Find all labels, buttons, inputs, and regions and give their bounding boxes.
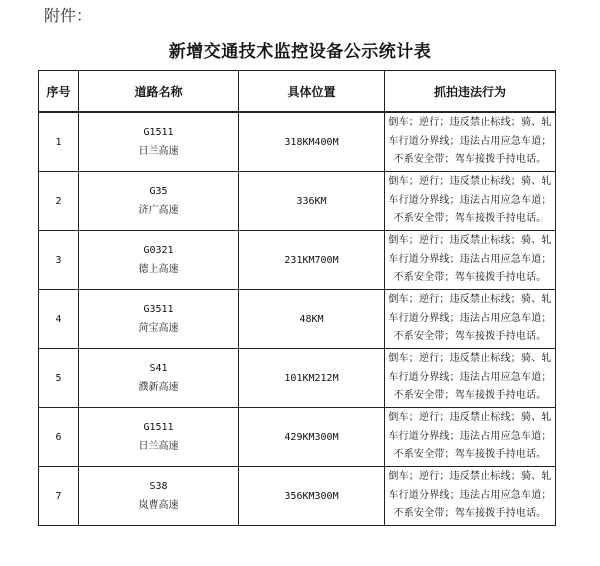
behavior-line: 车行道分界线；违法占用应急车道； — [388, 312, 552, 324]
behavior-line: 车行道分界线；违法占用应急车道； — [388, 489, 552, 501]
behavior-cell — [385, 112, 556, 172]
road-cell — [79, 231, 239, 290]
road-name: 德上高速 — [138, 264, 179, 275]
row-index: 1 — [39, 112, 79, 172]
location-cell: 231KM700M — [239, 231, 385, 290]
road-code: S41 — [149, 363, 168, 374]
row-index: 7 — [39, 467, 79, 526]
road-cell — [79, 172, 239, 231]
behavior-cell — [385, 231, 556, 290]
road-cell — [79, 349, 239, 408]
behavior-cell — [385, 349, 556, 408]
table-row — [39, 172, 556, 231]
behavior-line: 不系安全带；驾车接拨手持电话。 — [393, 154, 547, 166]
header-location: 具体位置 — [239, 71, 385, 113]
behavior-cell — [385, 408, 556, 467]
table-row — [39, 467, 556, 526]
behavior-line: 不系安全带；驾车接拨手持电话。 — [393, 449, 547, 461]
road-cell — [79, 112, 239, 172]
row-index: 5 — [39, 349, 79, 408]
location-cell: 318KM400M — [239, 112, 385, 172]
location-cell: 429KM300M — [239, 408, 385, 467]
table-row — [39, 112, 556, 172]
road-code: G3511 — [143, 304, 174, 315]
table-row — [39, 408, 556, 467]
behavior-line: 倒车；逆行；违反禁止标线；骑、轧 — [388, 471, 552, 483]
behavior-line: 不系安全带；驾车接拨手持电话。 — [393, 331, 547, 343]
behavior-line: 不系安全带；驾车接拨手持电话。 — [393, 390, 547, 402]
behavior-line: 不系安全带；驾车接拨手持电话。 — [393, 213, 547, 225]
behavior-line: 倒车；逆行；违反禁止标线；骑、轧 — [388, 294, 552, 306]
table-header — [39, 71, 556, 113]
behavior-line: 车行道分界线；违法占用应急车道； — [388, 430, 552, 442]
attachment-label: 附件： — [44, 6, 93, 25]
behavior-line: 倒车；逆行；违反禁止标线；骑、轧 — [388, 176, 552, 188]
header-row — [39, 71, 556, 113]
road-name: 岚曹高速 — [138, 500, 179, 511]
behavior-line: 车行道分界线；违法占用应急车道； — [388, 253, 552, 265]
road-code: G0321 — [143, 245, 174, 256]
table-row — [39, 290, 556, 349]
header-index: 序号 — [39, 71, 79, 113]
row-index: 4 — [39, 290, 79, 349]
behavior-cell — [385, 467, 556, 526]
behavior-line: 车行道分界线；违法占用应急车道； — [388, 371, 552, 383]
behavior-line: 车行道分界线；违法占用应急车道； — [388, 135, 552, 147]
location-cell: 48KM — [239, 290, 385, 349]
location-cell: 101KM212M — [239, 349, 385, 408]
header-road-name: 道路名称 — [79, 71, 239, 113]
behavior-line: 倒车；逆行；违反禁止标线；骑、轧 — [388, 117, 552, 129]
road-cell — [79, 290, 239, 349]
behavior-cell — [385, 172, 556, 231]
road-name: 濮新高速 — [138, 382, 179, 393]
road-cell — [79, 467, 239, 526]
road-cell — [79, 408, 239, 467]
behavior-line: 倒车；逆行；违反禁止标线；骑、轧 — [388, 412, 552, 424]
location-cell: 356KM300M — [239, 467, 385, 526]
behavior-line: 不系安全带；驾车接拨手持电话。 — [393, 272, 547, 284]
road-name: 济广高速 — [138, 205, 179, 216]
behavior-line: 倒车；逆行；违反禁止标线；骑、轧 — [388, 353, 552, 365]
road-name: 日兰高速 — [138, 441, 179, 452]
table-row — [39, 231, 556, 290]
page-title: 新增交通技术监控设备公示统计表 — [168, 42, 432, 62]
row-index: 6 — [39, 408, 79, 467]
row-index: 2 — [39, 172, 79, 231]
road-name: 日兰高速 — [138, 146, 179, 157]
table-row — [39, 349, 556, 408]
location-cell: 336KM — [239, 172, 385, 231]
road-code: G1511 — [143, 127, 174, 138]
behavior-line: 不系安全带；驾车接拨手持电话。 — [393, 508, 547, 520]
road-name: 菏宝高速 — [138, 323, 179, 334]
behavior-line: 车行道分界线；违法占用应急车道； — [388, 194, 552, 206]
header-behavior: 抓拍违法行为 — [385, 71, 556, 113]
behavior-line: 倒车；逆行；违反禁止标线；骑、轧 — [388, 235, 552, 247]
road-code: G1511 — [143, 422, 174, 433]
behavior-cell — [385, 290, 556, 349]
table-body — [39, 112, 556, 526]
road-code: G35 — [149, 186, 168, 197]
statistics-table — [38, 70, 556, 526]
row-index: 3 — [39, 231, 79, 290]
road-code: S38 — [149, 481, 168, 492]
